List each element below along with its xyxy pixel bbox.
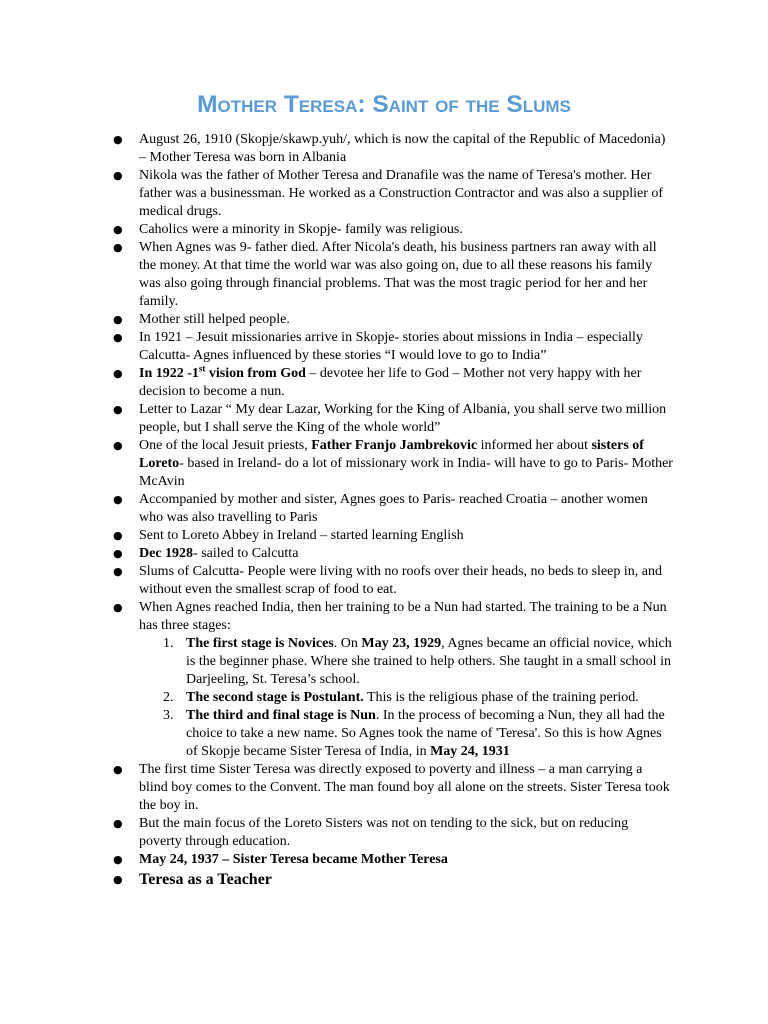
list-item xyxy=(0,815,768,851)
item-text: One of the local Jesuit priests, xyxy=(139,438,312,453)
item-text: Caholics were a minority in Skopje- family was religious. xyxy=(139,222,463,237)
list-item xyxy=(0,545,768,563)
item-text: When Agnes was 9- father died. After Nicola's death, his business partners ran away with all the money. At that time the world war was also going on, due to all these reasons his family was also going through financial problems. That was the most tragic period for her and her family. xyxy=(139,240,657,309)
numbered-item xyxy=(139,707,673,761)
bullet-icon: ● xyxy=(113,223,123,236)
item-text: Nikola was the father of Mother Teresa and Dranafile was the name of Teresa's mother. Her father was a businessman. He worked as a Construction Contractor and was also a supplier of medical drugs. xyxy=(139,168,664,219)
item-text: . On xyxy=(333,636,362,651)
item-text: August 26, 1910 (Skopje/skawp.yuh/, which is now the capital of the Republic of Macedonia) – Mother Teresa was born in Albania xyxy=(139,132,666,165)
bullet-icon: ● xyxy=(113,169,123,182)
item-text: Sent to Loreto Abbey in Ireland – started learning English xyxy=(139,528,464,543)
list-item xyxy=(0,491,768,527)
item-text: – devotee her life to God – Mother not very happy with her decision to become a nun. xyxy=(139,366,642,399)
bullet-icon: ● xyxy=(113,763,123,776)
bullet-icon: ● xyxy=(113,565,123,578)
item-bold-text: In 1922 -1 xyxy=(139,366,199,381)
item-number: 3. xyxy=(163,708,174,723)
training-stages-list xyxy=(139,635,673,761)
item-bold-text: The first stage is Novices xyxy=(186,636,334,651)
item-bold-text: May 24, 1931 xyxy=(430,744,510,759)
item-text: - based in Ireland- do a lot of missionary work in India- will have to go to Paris- Mother McAvin xyxy=(139,456,673,489)
item-bold-text: May 23, 1929 xyxy=(361,636,442,651)
bullet-icon: ● xyxy=(113,241,123,254)
item-text: Slums of Calcutta- People were living with no roofs over their heads, no beds to sleep in, and without even the smallest scrap of food to eat. xyxy=(139,564,662,597)
item-superscript: st xyxy=(198,363,206,374)
item-bold-text: The third and final stage is Nun xyxy=(186,708,376,723)
list-item xyxy=(0,221,768,239)
section-heading-text: Teresa as a Teacher xyxy=(139,871,272,888)
item-bold-text: May 24, 1937 – Sister Teresa became Mother Teresa xyxy=(139,852,448,867)
bullet-icon: ● xyxy=(113,529,123,542)
bullet-list xyxy=(0,131,768,890)
list-item xyxy=(0,527,768,545)
item-bold-text: Dec 1928 xyxy=(139,546,194,561)
item-text: When Agnes reached India, then her training to be a Nun had started. The training to be a Nun has three stages: xyxy=(139,600,667,633)
section-heading-item xyxy=(0,869,768,890)
bullet-icon: ● xyxy=(113,547,123,560)
bullet-icon: ● xyxy=(113,367,123,380)
bullet-icon: ● xyxy=(113,873,123,886)
list-item xyxy=(0,599,768,761)
list-item xyxy=(0,311,768,329)
bullet-icon: ● xyxy=(113,817,123,830)
bullet-icon: ● xyxy=(113,313,123,326)
bullet-icon: ● xyxy=(113,133,123,146)
item-text: informed her about xyxy=(477,438,592,453)
item-text: But the main focus of the Loreto Sisters was not on tending to the sick, but on reducing poverty through education. xyxy=(139,816,629,849)
bullet-icon: ● xyxy=(113,403,123,416)
list-item xyxy=(0,401,768,437)
list-item xyxy=(0,329,768,365)
list-item xyxy=(0,437,768,491)
item-text: The first time Sister Teresa was directly exposed to poverty and illness – a man carrying a blind boy comes to the Convent. The man found boy all alone on the streets. Sister Teresa took the boy in. xyxy=(139,762,670,813)
numbered-item xyxy=(139,635,673,689)
numbered-item xyxy=(139,689,673,707)
list-item xyxy=(0,365,768,401)
bullet-icon: ● xyxy=(113,493,123,506)
item-number: 2. xyxy=(163,690,174,705)
bullet-icon: ● xyxy=(113,601,123,614)
item-text: Letter to Lazar “ My dear Lazar, Working for the King of Albania, you shall serve two million people, but I shall serve the King of the whole world” xyxy=(139,402,667,435)
item-text: This is the religious phase of the training period. xyxy=(363,690,639,705)
list-item xyxy=(0,761,768,815)
list-item xyxy=(0,851,768,869)
list-item xyxy=(0,563,768,599)
item-text: , Agnes became an official novice, which is the beginner phase. Where she trained to help others. She taught in a small school in Darjeeling, St. Teresa’s school. xyxy=(186,636,672,687)
item-number: 1. xyxy=(163,636,174,651)
item-bold-text: The second stage is Postulant. xyxy=(186,690,364,705)
item-text: Accompanied by mother and sister, Agnes goes to Paris- reached Croatia – another women who was also travelling to Paris xyxy=(139,492,648,525)
item-text: Mother still helped people. xyxy=(139,312,290,327)
page-title: Mother Teresa: Saint of the Slums xyxy=(197,91,571,118)
list-item xyxy=(0,239,768,311)
item-bold-text: vision from God xyxy=(205,366,306,381)
item-bold-text: sisters of Loreto xyxy=(139,438,644,471)
list-item xyxy=(0,131,768,167)
bullet-icon: ● xyxy=(113,439,123,452)
item-text: . In the process of becoming a Nun, they all had the choice to take a new name. So Agnes took the name of 'Teresa'. So this is how Agnes of Skopje became Sister Teresa of India, in xyxy=(186,708,665,759)
bullet-icon: ● xyxy=(113,853,123,866)
item-bold-text: Father Franjo Jambrekovic xyxy=(311,438,478,453)
list-item xyxy=(0,167,768,221)
item-text: - sailed to Calcutta xyxy=(193,546,299,561)
bullet-icon: ● xyxy=(113,331,123,344)
item-text: In 1921 – Jesuit missionaries arrive in Skopje- stories about missions in India – especially Calcutta- Agnes influenced by these stories “I would love to go to India” xyxy=(139,330,643,363)
